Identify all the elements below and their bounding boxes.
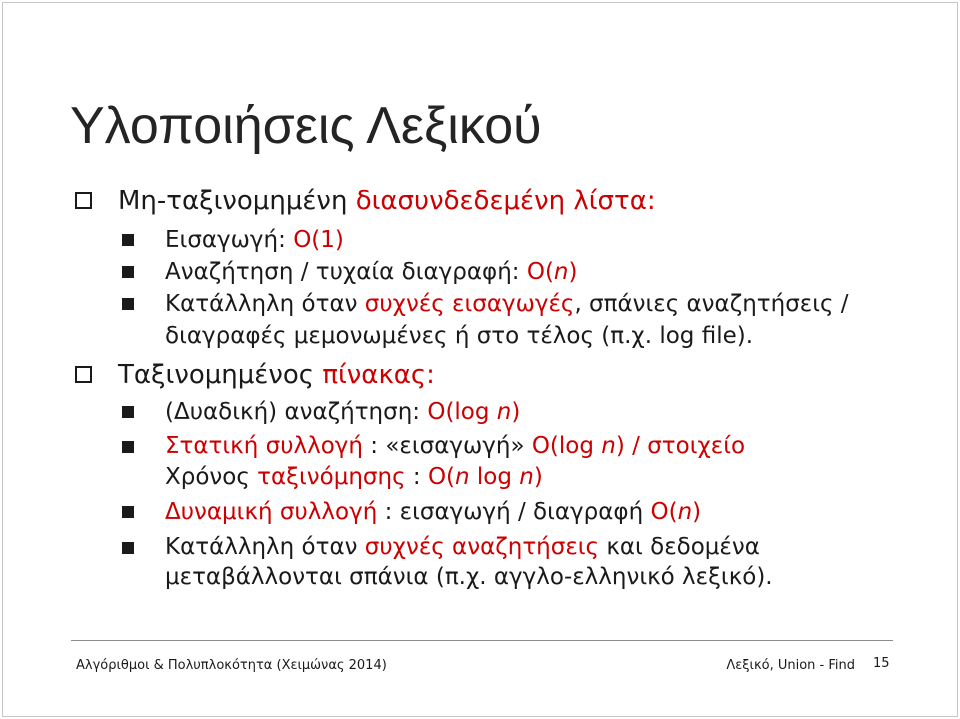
complexity-notation: O(log (427, 399, 497, 425)
variable-n: n (519, 464, 534, 490)
item-text: : «εισαγωγή» (362, 433, 532, 459)
item-text: Κατάλληλη όταν (165, 534, 365, 560)
list-item (122, 224, 344, 256)
list-item (122, 496, 701, 528)
highlighted-term: Δυναμική συλλογή (165, 499, 378, 525)
item-line (165, 496, 701, 528)
variable-n: n (455, 464, 470, 490)
item-text: (Δυαδική) αναζήτηση: (165, 399, 428, 425)
filled-square-icon (122, 506, 134, 518)
item-text: Εισαγωγή: (165, 227, 294, 253)
item-line (165, 320, 849, 352)
list-item (122, 431, 745, 493)
filled-square-icon (122, 542, 134, 554)
heading-text: Ταξινομημένος (118, 360, 323, 390)
complexity-notation: O(1) (293, 227, 344, 253)
item-line (165, 396, 520, 428)
complexity-notation: ) (533, 464, 543, 490)
item-text: : εισαγωγή / διαγραφή (377, 499, 651, 525)
filled-square-icon (122, 441, 134, 453)
slide-title: Υλοποιήσεις Λεξικού (70, 97, 542, 155)
heading-text: Μη-ταξινομημένη (118, 186, 356, 216)
item-line (165, 431, 745, 462)
item-text: Αναζήτηση / τυχαία διαγραφή: (165, 259, 527, 285)
complexity-notation: O( (650, 499, 678, 525)
item-text: : (405, 464, 428, 490)
heading-highlight: διασυνδεδεμένη λίστα: (355, 186, 656, 216)
item-line (165, 224, 344, 256)
complexity-notation: ) (692, 499, 702, 525)
item-text: διαγραφές μεμονωμένες ή στο τέλος (π.χ. log file). (165, 323, 754, 349)
item-line (165, 462, 745, 493)
complexity-notation: ) (511, 399, 521, 425)
list-item (122, 396, 520, 428)
heading-highlight: πίνακας: (322, 360, 435, 390)
complexity-notation: O( (427, 464, 456, 490)
item-line (165, 288, 849, 320)
footer-divider (71, 640, 893, 641)
hollow-square-icon (75, 366, 92, 383)
filled-square-icon (122, 266, 134, 278)
item-text: Χρόνος (165, 464, 258, 490)
highlighted-term: ταξινόμησης (257, 464, 406, 490)
footer-topic: Λεξικό, Union - Find (726, 658, 855, 673)
item-text: Κατάλληλη όταν (165, 291, 365, 317)
variable-n: n (496, 399, 512, 425)
footer-course-title: Αλγόριθμοι & Πολυπλοκότητα (Χειμώνας 2014) (76, 658, 387, 673)
item-line (165, 562, 773, 592)
highlighted-term: συχνές αναζητήσεις (364, 534, 600, 560)
filled-square-icon (122, 406, 134, 418)
filled-square-icon (122, 298, 134, 310)
variable-n: n (553, 259, 569, 285)
complexity-notation: O( (526, 259, 554, 285)
section-heading (75, 358, 435, 392)
complexity-notation: ) (568, 259, 578, 285)
item-text: και δεδομένα (599, 534, 760, 560)
item-text: , σπάνιες αναζητήσεις / (574, 291, 849, 317)
item-line (165, 532, 773, 562)
filled-square-icon (122, 234, 134, 246)
item-text: μεταβάλλονται σπάνια (π.χ. αγγλο-ελληνικό λεξικό). (165, 564, 773, 590)
complexity-notation: log (469, 464, 520, 490)
highlighted-term: Στατική συλλογή (165, 433, 363, 459)
variable-n: n (601, 433, 616, 459)
list-item (122, 288, 849, 352)
section-heading (75, 184, 656, 218)
variable-n: n (677, 499, 693, 525)
complexity-notation: O(log (531, 433, 602, 459)
heading-line (118, 358, 435, 392)
hollow-square-icon (75, 192, 92, 209)
heading-line (118, 184, 656, 218)
list-item (122, 532, 773, 592)
list-item (122, 256, 577, 288)
item-line (165, 256, 577, 288)
complexity-notation: ) / στοιχείο (615, 433, 746, 459)
page-number: 15 (873, 656, 890, 671)
highlighted-term: συχνές εισαγωγές (364, 291, 575, 317)
